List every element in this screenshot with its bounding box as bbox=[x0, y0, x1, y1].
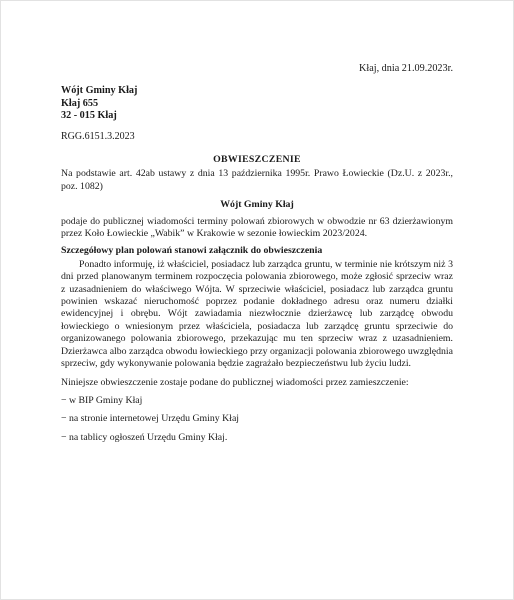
legal-basis: Na podstawie art. 42ab ustawy z dnia 13 października 1995r. Prawo Łowieckie (Dz.U. z 2023r., poz. 1082) bbox=[61, 168, 453, 192]
publication-intro: Niniejsze obwieszczenie zostaje podane do publicznej wiadomości przez zamieszczenie: bbox=[61, 376, 409, 388]
annex-heading: Szczegółowy plan polowań stanowi załącznik do obwieszczenia bbox=[61, 245, 323, 257]
announcement-text: podaje do publicznej wiadomości terminy polowań zbiorowych w obwodzie nr 63 dzierżawionym przez Koło Łowieckie „Wabik” w Krakowie w sezonie łowieckim 2023/2024. bbox=[61, 215, 453, 240]
publication-item-website: − na stronie internetowej Urzędu Gminy Kłaj bbox=[61, 413, 240, 425]
main-paragraph: Ponadto informuję, iż właściciel, posiadacz lub zarządca gruntu, w terminie nie krótszym niż 3 dni przed planowanym terminem rozpoczęcia polowania zbiorowego, może zgłosić sprzeciw wraz z uzasadnieniem do właściwego Wójta. W sprzeciwie właściciel, posiadacz lub zarządca gruntu powinien wskazać nieruchomość poprzez podanie dokładnego adresu oraz numeru działki ewidencyjnej i obrębu. Wójt zawiadamia niezwłocznie dzierżawcę lub zarządcę obwodu łowieckiego o wniesionym przez właściciela, posiadacza lub zarządcę gruntu sprzeciwie do organizowanego polowania zbiorowego, przekazując mu ten sprzeciw wraz z uzasadnieniem. Dzierżawca albo zarządca obwodu łowieckiego przy organizacji polowania zbiorowego uwzględnia sprzeciw, gdy wykonywanie polowania będzie zagrażało bezpieczeństwu lub życiu ludzi. bbox=[61, 258, 453, 370]
sender-name: Wójt Gminy Kłaj bbox=[61, 85, 138, 96]
document-body bbox=[61, 154, 453, 444]
publication-item-noticeboard: − na tablicy ogłoszeń Urzędu Gminy Kłaj. bbox=[61, 431, 228, 443]
reference-number: RGG.6151.3.2023 bbox=[61, 131, 135, 142]
authority-heading: Wójt Gminy Kłaj bbox=[220, 199, 294, 211]
document-title: OBWIESZCZENIE bbox=[213, 154, 301, 165]
sender-block bbox=[61, 85, 137, 123]
date-line: Kłaj, dnia 21.09.2023r. bbox=[359, 63, 453, 74]
publication-item-bip: − w BIP Gminy Kłaj bbox=[61, 394, 143, 406]
sender-postal-code: 32 - 015 Kłaj bbox=[61, 110, 117, 122]
sender-address: Kłaj 655 bbox=[61, 97, 99, 109]
